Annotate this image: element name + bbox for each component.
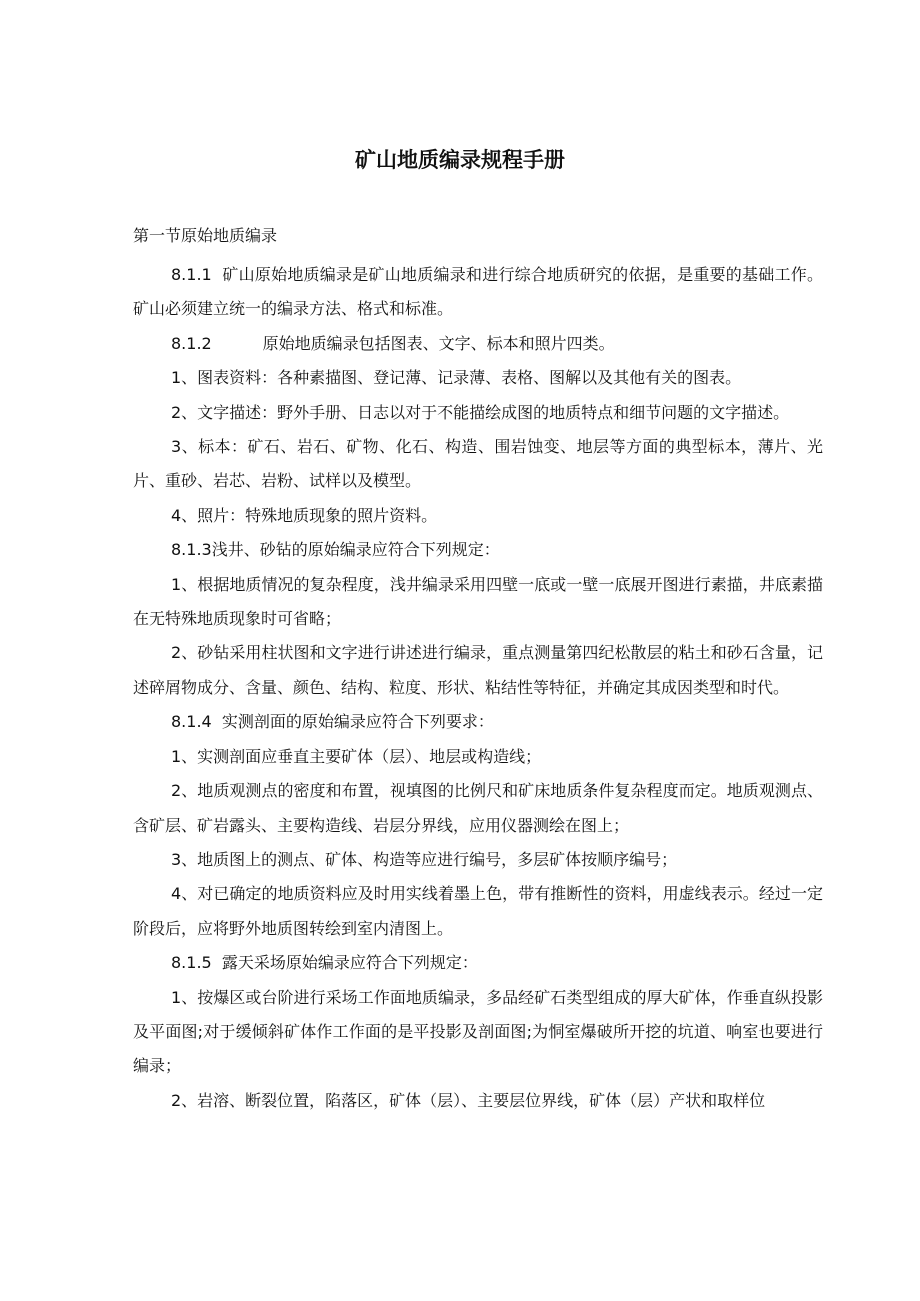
paragraph-8-1-1: 8.1.1 矿山原始地质编录是矿山地质编录和进行综合地质研究的依据，是重要的基础工作。矿山必须建立统一的编录方法、格式和标准。 <box>133 265 823 319</box>
paragraph-observation-points: 2、地质观测点的密度和布置，视填图的比例尺和矿床地质条件复杂程度而定。地质观测点、含矿层、矿岩露头、主要构造线、岩层分界线，应用仪器测绘在图上； <box>133 781 823 835</box>
paragraph-inking: 4、对已确定的地质资料应及时用实线着墨上色，带有推断性的资料，用虚线表示。经过一定阶段后，应将野外地质图转绘到室内清图上。 <box>133 884 823 938</box>
paragraph-8-1-5: 8.1.5 露天采场原始编录应符合下列规定： <box>171 953 478 973</box>
paragraph-photos: 4、照片：特殊地质现象的照片资料。 <box>171 505 438 525</box>
paragraph-shallow-well: 1、根据地质情况的复杂程度，浅井编录采用四壁一底或一壁一底展开图进行素描，井底素描在无特殊地质现象时可省略； <box>133 574 823 629</box>
paragraph-sand-drill: 2、砂钻采用柱状图和文字进行讲述进行编录，重点测量第四纪松散层的粘土和砂石含量，记述碎屑物成分、含量、颜色、结构、粒度、形状、粘结性等特征，并确定其成因类型和时代。 <box>133 643 823 697</box>
paragraph-specimens: 3、标本：矿石、岩石、矿物、化石、构造、围岩蚀变、地层等方面的典型标本，薄片、光片、重砂、岩芯、岩粉、试样以及模型。 <box>133 437 823 491</box>
paragraph-8-1-3: 8.1.3浅井、砂钻的原始编录应符合下列规定： <box>171 540 500 560</box>
paragraph-chart-materials: 1、图表资料：各种素描图、登记薄、记录薄、表格、图解以及其他有关的图表。 <box>171 368 742 388</box>
paragraph-numbering: 3、地质图上的测点、矿体、构造等应进行编号，多层矿体按顺序编号； <box>171 849 678 869</box>
paragraph-karst-faults: 2、岩溶、断裂位置，陷落区，矿体（层）、主要层位界线，矿体（层）产状和取样位 <box>171 1090 766 1110</box>
paragraph-blast-zone: 1、按爆区或台阶进行采场工作面地质编录，多品经矿石类型组成的厚大矿体，作垂直纵投影及平面图;对于缓倾斜矿体作工作面的是平投影及剖面图;为恫室爆破所开挖的坑道、响室也要进行编录； <box>133 987 823 1076</box>
paragraph-text-description: 2、文字描述：野外手册、日志以对于不能描绘成图的地质特点和细节问题的文字描述。 <box>171 402 790 422</box>
paragraph-8-1-4: 8.1.4 实测剖面的原始编录应符合下列要求： <box>171 712 494 732</box>
section-heading: 第一节原始地质编录 <box>133 226 278 245</box>
paragraph-8-1-2: 8.1.2 原始地质编录包括图表、文字、标本和照片四类。 <box>171 333 615 353</box>
paragraph-section-orientation: 1、实测剖面应垂直主要矿体（层）、地层或构造线； <box>171 746 542 766</box>
document-body <box>133 258 823 1118</box>
document-title: 矿山地质编录规程手册 <box>355 148 565 172</box>
